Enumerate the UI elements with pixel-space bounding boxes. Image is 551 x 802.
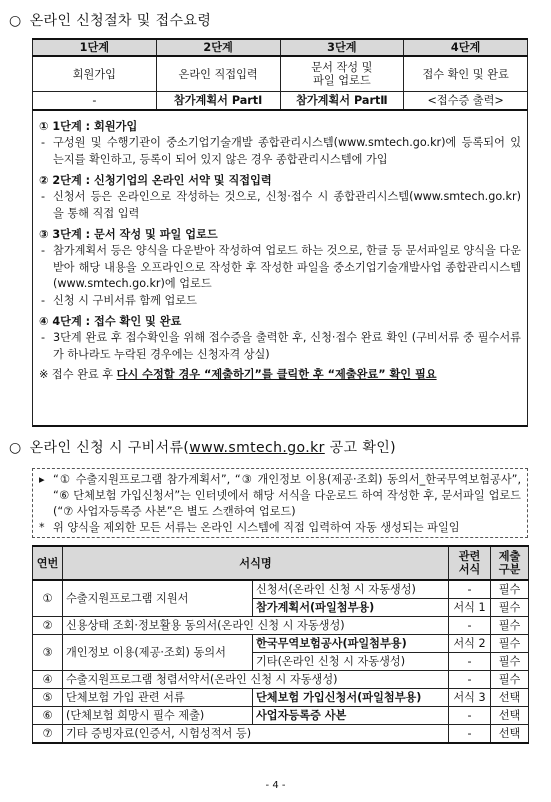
document-subname: 한국무역보험공사(파일첨부용) [253, 635, 449, 653]
step-cell: 참가계획서 PartⅡ [280, 92, 404, 110]
bullet-text: 3단계 완료 후 접수확인을 위해 접수증을 출력한 후, 신청·접수 완료 확인 (구비서류 중 필수서류가 하나라도 누락된 경우에는 신청자격 상실) [53, 331, 521, 361]
note-text: 위 양식을 제외한 모든 서류는 온라인 시스템에 직접 입력하여 자동 생성되는 파일임 [53, 521, 460, 534]
step-header: 2단계 [156, 39, 280, 56]
related-form: 서식 1 [449, 599, 491, 617]
document-name: (단체보험 희망시 필수 제출) [63, 707, 253, 725]
document-name: 기타 증빙자료(인증서, 시험성적서 등) [63, 725, 449, 744]
submission-type: 필수 [491, 653, 529, 671]
bullet-text: 구성원 및 수행기관이 중소기업기술개발 종합관리시스템(www.smtech.go.kr)에 등록되어 있는지를 확인하고, 등록이 되어 있지 않은 경우 종합관리시스템에 가입 [53, 136, 521, 166]
document-subname: 참가계획서(파일첨부용) [253, 599, 449, 617]
bullet-text: 참가계획서 등은 양식을 다운받아 작성하여 업로드 하는 것으로, 한글 등 문서파일로 양식을 다운받아 해당 내용을 오프라인으로 작성한 후 작성한 파일을 중소기업기술개발사업 종합관리시스템(www.smtech.go.kr)에 업로드 [53, 244, 521, 290]
step-cell: 접수 확인 및 완료 [404, 56, 528, 92]
step-cell: - [33, 92, 157, 110]
note-line [39, 520, 521, 536]
col-header-req: 제출 구분 [491, 546, 529, 580]
related-form: - [449, 671, 491, 689]
related-form: - [449, 617, 491, 635]
step-cell: <접수증 출력> [404, 92, 528, 110]
bullet-dash: - [41, 136, 46, 149]
related-form: 서식 3 [449, 689, 491, 707]
section-title-procedure [9, 10, 211, 30]
step-heading: ① 1단계 : 회원가입 [39, 120, 138, 133]
row-number: ④ [33, 671, 63, 689]
document-subname: 사업자등록증 사본 [253, 707, 449, 725]
step-bullet [39, 189, 521, 222]
related-form: - [449, 707, 491, 725]
submission-type: 선택 [491, 707, 529, 725]
document-name: 단체보험 가입 관련 서류 [63, 689, 253, 707]
row-number: ③ [33, 635, 63, 671]
table-row [33, 707, 529, 725]
bullet-dash: - [41, 244, 46, 257]
step-heading: ② 2단계 : 신청기업의 온라인 서약 및 직접입력 [39, 174, 272, 187]
step-bullet [39, 330, 521, 363]
note-text: “① 수출지원프로그램 참가계획서”, “③ 개인정보 이용(제공·조회) 동의서_한국무역보험공사”, “⑥ 단체보험 가입신청서”는 인터넷에서 해당 서식을 다운로드 하여 작성한 후, 문서파일 업로드(“⑦ 사업자등록증 사본”은 별도 스캔하여 업로드) [53, 473, 521, 518]
step-cell: 온라인 직접입력 [156, 56, 280, 92]
document-name: 수출지원프로그램 지원서 [63, 580, 253, 617]
submission-type: 필수 [491, 617, 529, 635]
submission-type: 필수 [491, 635, 529, 653]
related-form: - [449, 580, 491, 599]
step-heading: ③ 3단계 : 문서 작성 및 파일 업로드 [39, 228, 218, 241]
row-number: ① [33, 580, 63, 617]
step-header: 4단계 [404, 39, 528, 56]
related-form: - [449, 653, 491, 671]
col-header-name: 서식명 [63, 546, 449, 580]
row-number: ⑤ [33, 689, 63, 707]
step-heading: ④ 4단계 : 접수 확인 및 완료 [39, 315, 182, 328]
bullet-text: 신청 시 구비서류 함께 업로드 [53, 293, 197, 307]
row-number: ⑥ [33, 707, 63, 725]
page-number: - 4 - [265, 780, 286, 791]
note-line [39, 472, 521, 520]
steps-list [39, 118, 521, 363]
table-row [33, 617, 529, 635]
table-row [33, 725, 529, 744]
documents-table [32, 545, 529, 744]
document-name: 개인정보 이용(제공·조회) 동의서 [63, 635, 253, 671]
submission-type: 필수 [491, 599, 529, 617]
document-name: 수출지원프로그램 청렴서약서(온라인 신청 시 자동생성) [63, 671, 449, 689]
smtech-link[interactable]: www.smtech.go.kr [189, 440, 325, 456]
col-header-no: 연번 [33, 546, 63, 580]
step-bullet [39, 135, 521, 168]
bullet-dash: - [41, 331, 46, 344]
document-name: 신용상태 조회·정보활용 동의서(온라인 신청 시 자동생성) [63, 617, 449, 635]
step-cell: 회원가입 [33, 56, 157, 92]
table-row [33, 689, 529, 707]
document-subname: 기타(온라인 신청 시 자동생성) [253, 653, 449, 671]
section-marker: ○ [9, 13, 22, 29]
document-subname: 단체보험 가입신청서(파일첨부용) [253, 689, 449, 707]
section-marker: ○ [9, 440, 22, 456]
bullet-dash: - [41, 293, 46, 307]
note-box [32, 468, 528, 538]
note-marker: * [39, 521, 45, 534]
step-header: 1단계 [33, 39, 157, 56]
document-subname: 신청서(온라인 신청 시 자동생성) [253, 580, 449, 599]
related-form: - [449, 725, 491, 744]
step-cell: 참가계획서 PartⅠ [156, 92, 280, 110]
table-row [33, 635, 529, 653]
section-title-documents [9, 437, 396, 457]
row-number: ② [33, 617, 63, 635]
bullet-dash: - [41, 190, 46, 203]
col-header-form: 관련 서식 [449, 546, 491, 580]
section-title-text: 온라인 신청절차 및 접수요령 [29, 13, 212, 29]
table-row [33, 580, 529, 599]
warning-note [39, 366, 521, 383]
section-title-pre: 온라인 신청 시 구비서류( [29, 440, 190, 456]
step-bullet [39, 243, 521, 293]
table-row [33, 671, 529, 689]
row-number: ⑦ [33, 725, 63, 744]
procedure-box [32, 109, 528, 427]
step-table [32, 38, 528, 110]
submission-type: 선택 [491, 725, 529, 744]
submission-type: 선택 [491, 689, 529, 707]
warning-emphasis: 다시 수정할 경우 “제출하기”를 클릭한 후 “제출완료” 확인 필요 [116, 368, 437, 381]
bullet-text: 신청서 등은 온라인으로 작성하는 것으로, 신청·접수 시 종합관리시스템(www.smtech.go.kr)을 통해 직접 입력 [53, 190, 521, 220]
submission-type: 필수 [491, 671, 529, 689]
warning-lead: ※ 접수 완료 후 [39, 368, 117, 381]
note-marker: ▸ [39, 473, 45, 486]
related-form: 서식 2 [449, 635, 491, 653]
step-cell: 문서 작성 및 파일 업로드 [280, 56, 404, 92]
step-header: 3단계 [280, 39, 404, 56]
submission-type: 필수 [491, 580, 529, 599]
step-bullet [39, 293, 521, 310]
section-title-post: 공고 확인) [324, 440, 397, 456]
